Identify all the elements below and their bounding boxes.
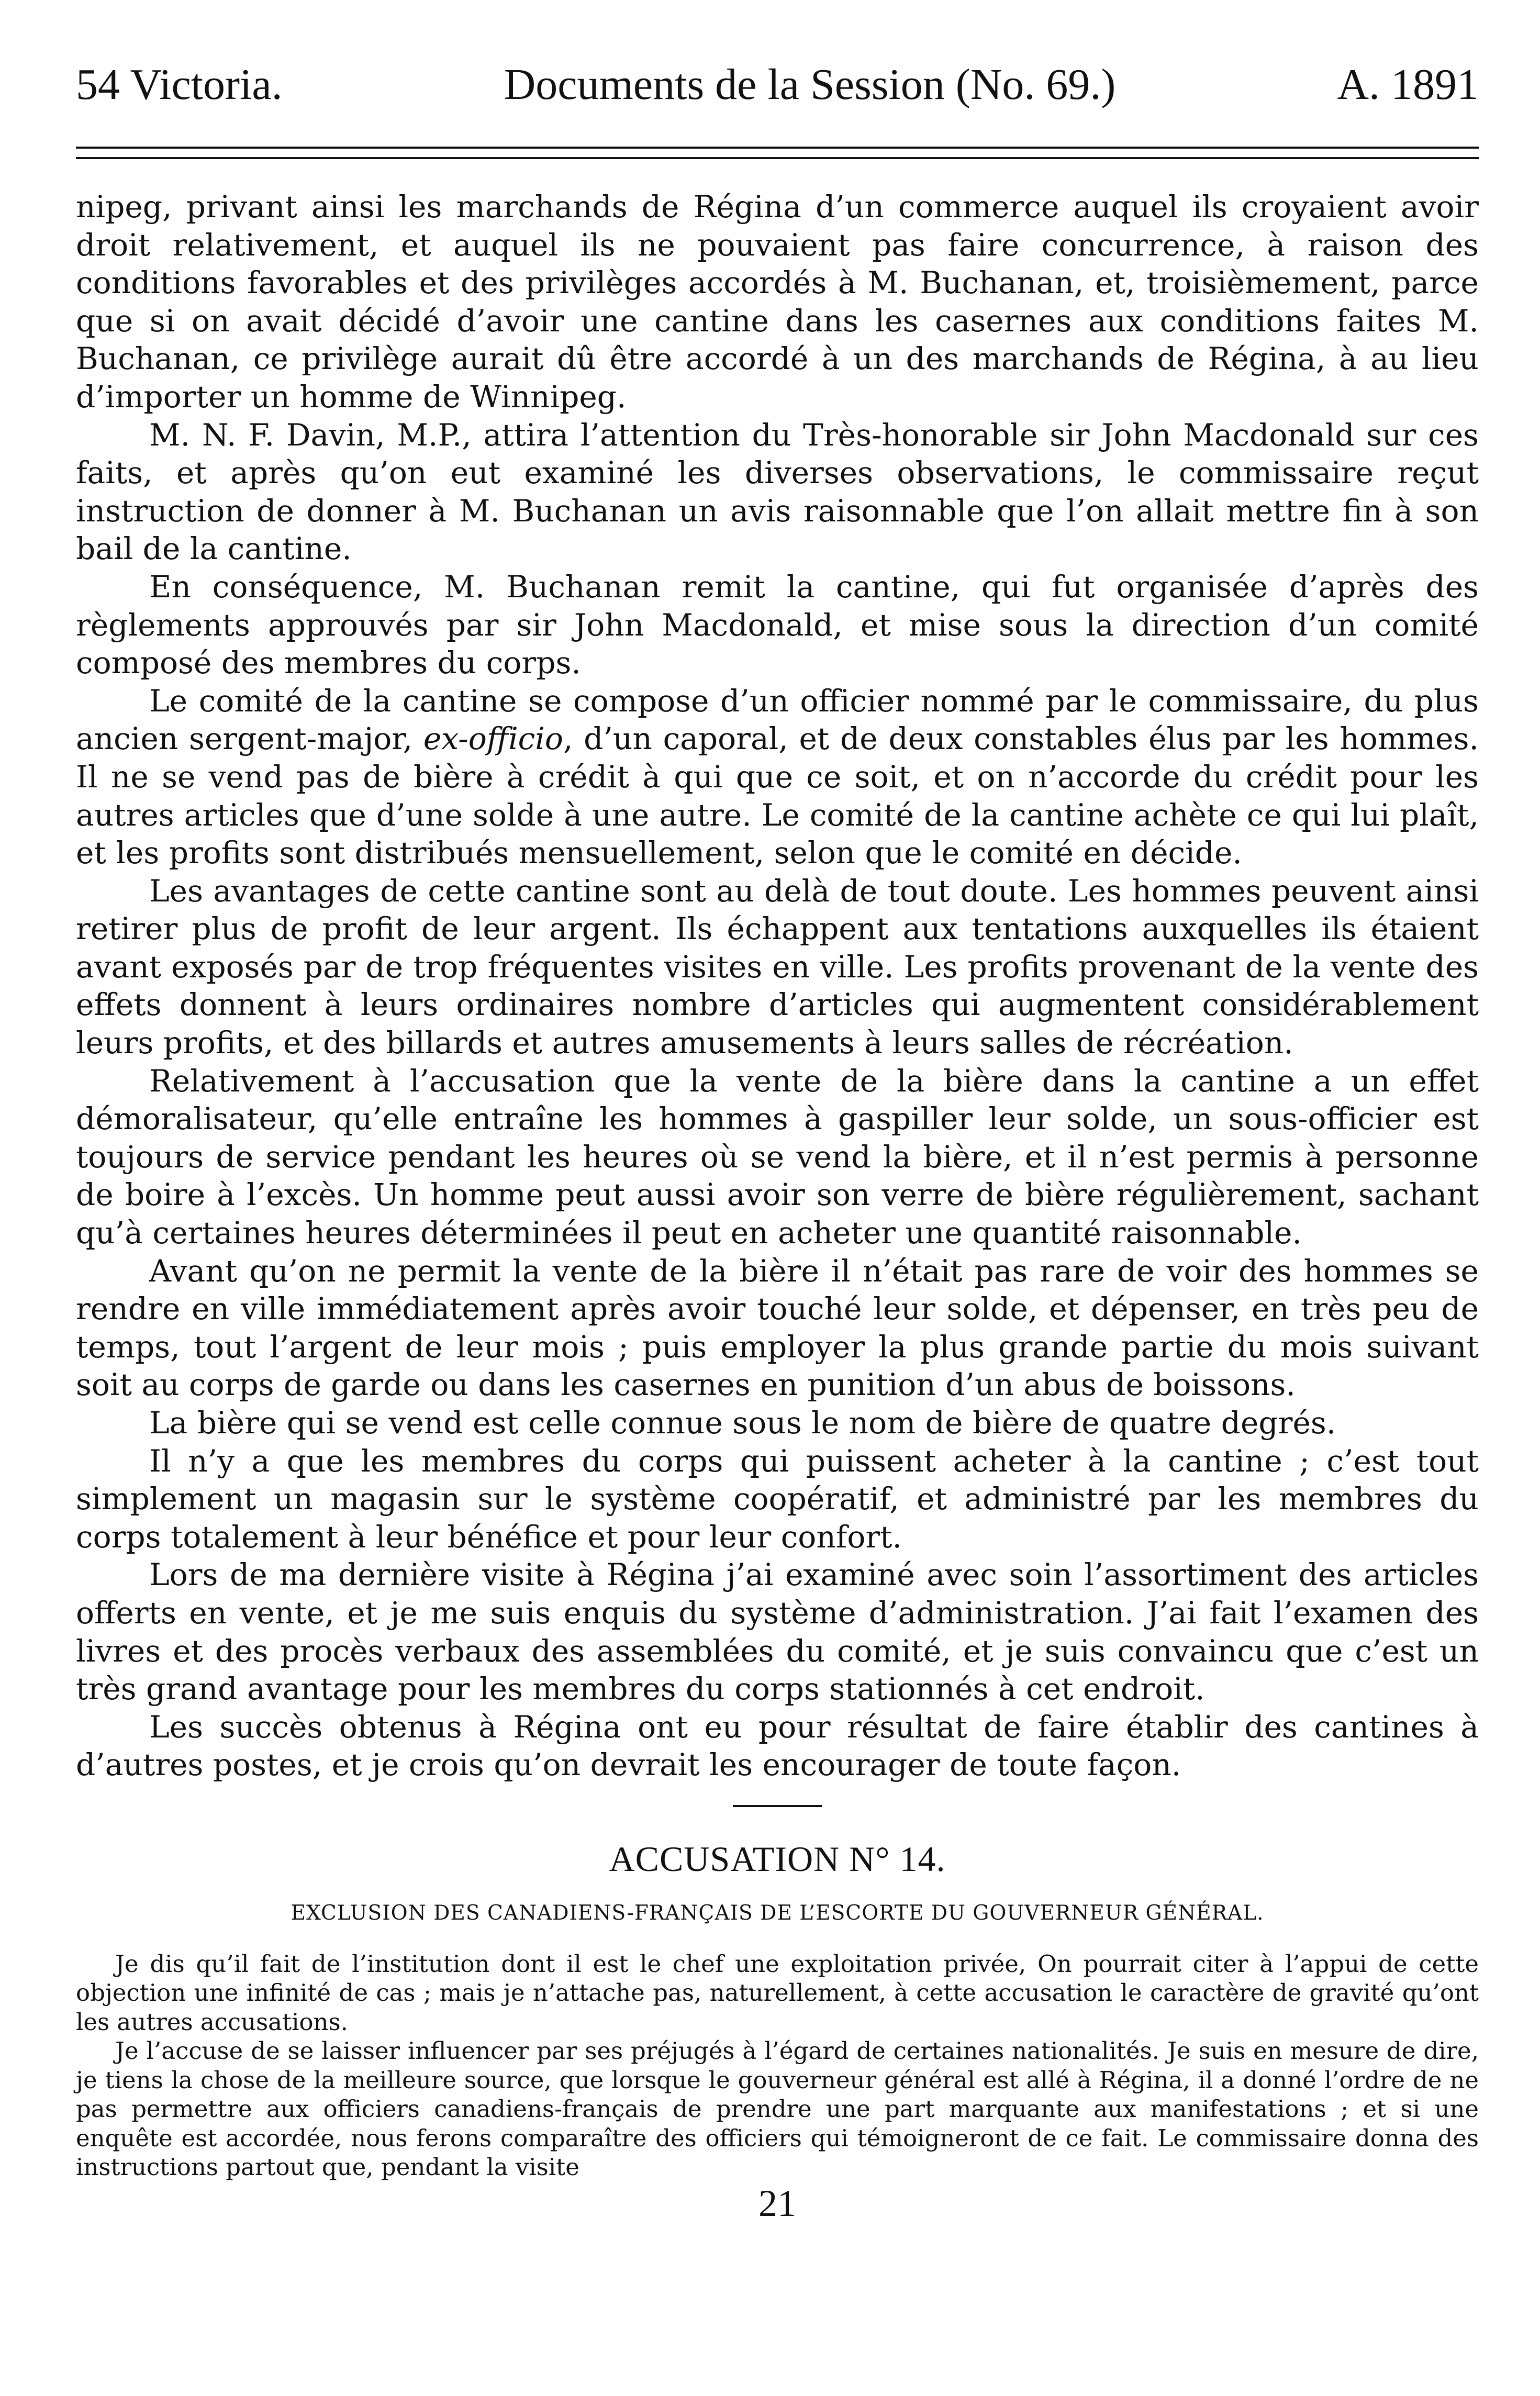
paragraph-4-part-2: , d’un caporal, et de deux constables élus par les hommes. Il ne se vend pas de bière à crédit à qui que ce soit, et on n’accorde du crédit pour les autres articles que d’une solde à une autre. Le comité de la cantine achète ce qui lui plaît, et les profits sont distribués mensuellement, selon que le comité en décide. bbox=[76, 721, 1479, 871]
header-title: Documents de la Session (No. 69.) bbox=[504, 60, 1116, 109]
running-header bbox=[76, 60, 1479, 120]
header-rule-top bbox=[76, 147, 1479, 149]
body-text bbox=[76, 188, 1479, 1784]
quote-paragraph-1: Je dis qu’il fait de l’institution dont il est le chef une exploitation privée, On pourrait citer à l’appui de cette objection une infinité de cas ; mais je n’attache pas, naturellement, à cette accusation le caractère de gravité qu’ont les autres accusations. bbox=[76, 1949, 1479, 2036]
quoted-text bbox=[76, 1949, 1479, 2182]
section-subheading: EXCLUSION DES CANADIENS-FRANÇAIS DE L’ESCORTE DU GOUVERNEUR GÉNÉRAL. bbox=[291, 1901, 1264, 1925]
paragraph-11: Les succès obtenus à Régina ont eu pour résultat de faire établir des cantines à d’autres postes, et je crois qu’on devrait les encourager de toute façon. bbox=[76, 1709, 1479, 1783]
quote-paragraph-2: Je l’accuse de se laisser influencer par ses préjugés à l’égard de certaines nationalités. Je suis en mesure de dire, je tiens la chose de la meilleure source, que lorsque le gouverneur général est allé à Régina, il a donné l’ordre de ne pas permettre aux officiers canadiens-français de prendre une part marquante aux manifestations ; et si une enquête est accordée, nous ferons comparaître des officiers qui témoigneront de ce fait. Le commissaire donna des instructions partout que, pendant la visite bbox=[76, 2037, 1479, 2181]
paragraph-7: Avant qu’on ne permit la vente de la bière il n’était pas rare de voir des hommes se rendre en ville immédiatement après avoir touché leur solde, et dépenser, en très peu de temps, tout l’argent de leur mois ; puis employer la plus grande partie du mois suivant soit au corps de garde ou dans les casernes en punition d’un abus de boissons. bbox=[76, 1253, 1479, 1403]
paragraph-5: Les avantages de cette cantine sont au delà de tout doute. Les hommes peuvent ainsi retirer plus de profit de leur argent. Ils échappent aux tentations auxquelles ils étaient avant exposés par de trop fréquentes visites en ville. Les profits provenant de la vente des effets donnent à leurs ordinaires nombre d’articles qui augmentent considérablement leurs profits, et des billards et autres amusements à leurs salles de récréation. bbox=[76, 873, 1479, 1061]
paragraph-4-italic: ex-officio bbox=[423, 721, 563, 757]
header-year: A. 1891 bbox=[1337, 60, 1479, 109]
paragraph-1: nipeg, privant ainsi les marchands de Régina d’un commerce auquel ils croyaient avoir droit relativement, et auquel ils ne pouvaient pas faire concurrence, à raison des conditions favorables et des privilèges accordés à M. Buchanan, et, troisièmement, parce que si on avait décidé d’avoir une cantine dans les casernes aux conditions faites M. Buchanan, ce privilège aurait dû être accordé à un des marchands de Régina, à au lieu d’importer un homme de Winnipeg. bbox=[76, 189, 1479, 415]
header-rule-bottom bbox=[76, 157, 1479, 159]
section-separator bbox=[733, 1805, 822, 1807]
paragraph-4-part-1: Le comité de la cantine se compose d’un officier nommé par le commissaire, du plus ancien sergent-major, bbox=[76, 683, 1479, 757]
paragraph-3: En conséquence, M. Buchanan remit la cantine, qui fut organisée d’après des règlements approuvés par sir John Macdonald, et mise sous la direction d’un comité composé des membres du corps. bbox=[76, 569, 1479, 681]
paragraph-2: M. N. F. Davin, M.P., attira l’attention du Très-honorable sir John Macdonald sur ces faits, et après qu’on eut examiné les diverses observations, le commissaire reçut instruction de donner à M. Buchanan un avis raisonnable que l’on allait mettre fin à son bail de la cantine. bbox=[76, 417, 1479, 567]
paragraph-4 bbox=[76, 682, 1479, 872]
paragraph-6: Relativement à l’accusation que la vente de la bière dans la cantine a un effet démoralisateur, qu’elle entraîne les hommes à gaspiller leur solde, un sous-officier est toujours de service pendant les heures où se vend la bière, et il n’est permis à personne de boire à l’excès. Un homme peut aussi avoir son verre de bière régulièrement, sachant qu’à certaines heures déterminées il peut en acheter une quantité raisonnable. bbox=[76, 1063, 1479, 1251]
paragraph-8: La bière qui se vend est celle connue sous le nom de bière de quatre degrés. bbox=[149, 1405, 1336, 1441]
section-heading: ACCUSATION N° 14. bbox=[609, 1838, 946, 1879]
page-content bbox=[76, 60, 1479, 2224]
header-volume: 54 Victoria. bbox=[76, 60, 283, 109]
page-number: 21 bbox=[758, 2182, 796, 2224]
paragraph-9: Il n’y a que les membres du corps qui puissent acheter à la cantine ; c’est tout simplement un magasin sur le système coopératif, et administré par les membres du corps totalement à leur bénéfice et pour leur confort. bbox=[76, 1443, 1479, 1555]
paragraph-10: Lors de ma dernière visite à Régina j’ai examiné avec soin l’assortiment des articles offerts en vente, et je me suis enquis du système d’administration. J’ai fait l’examen des livres et des procès verbaux des assemblées du comité, et je suis convaincu que c’est un très grand avantage pour les membres du corps stationnés à cet endroit. bbox=[76, 1557, 1479, 1707]
